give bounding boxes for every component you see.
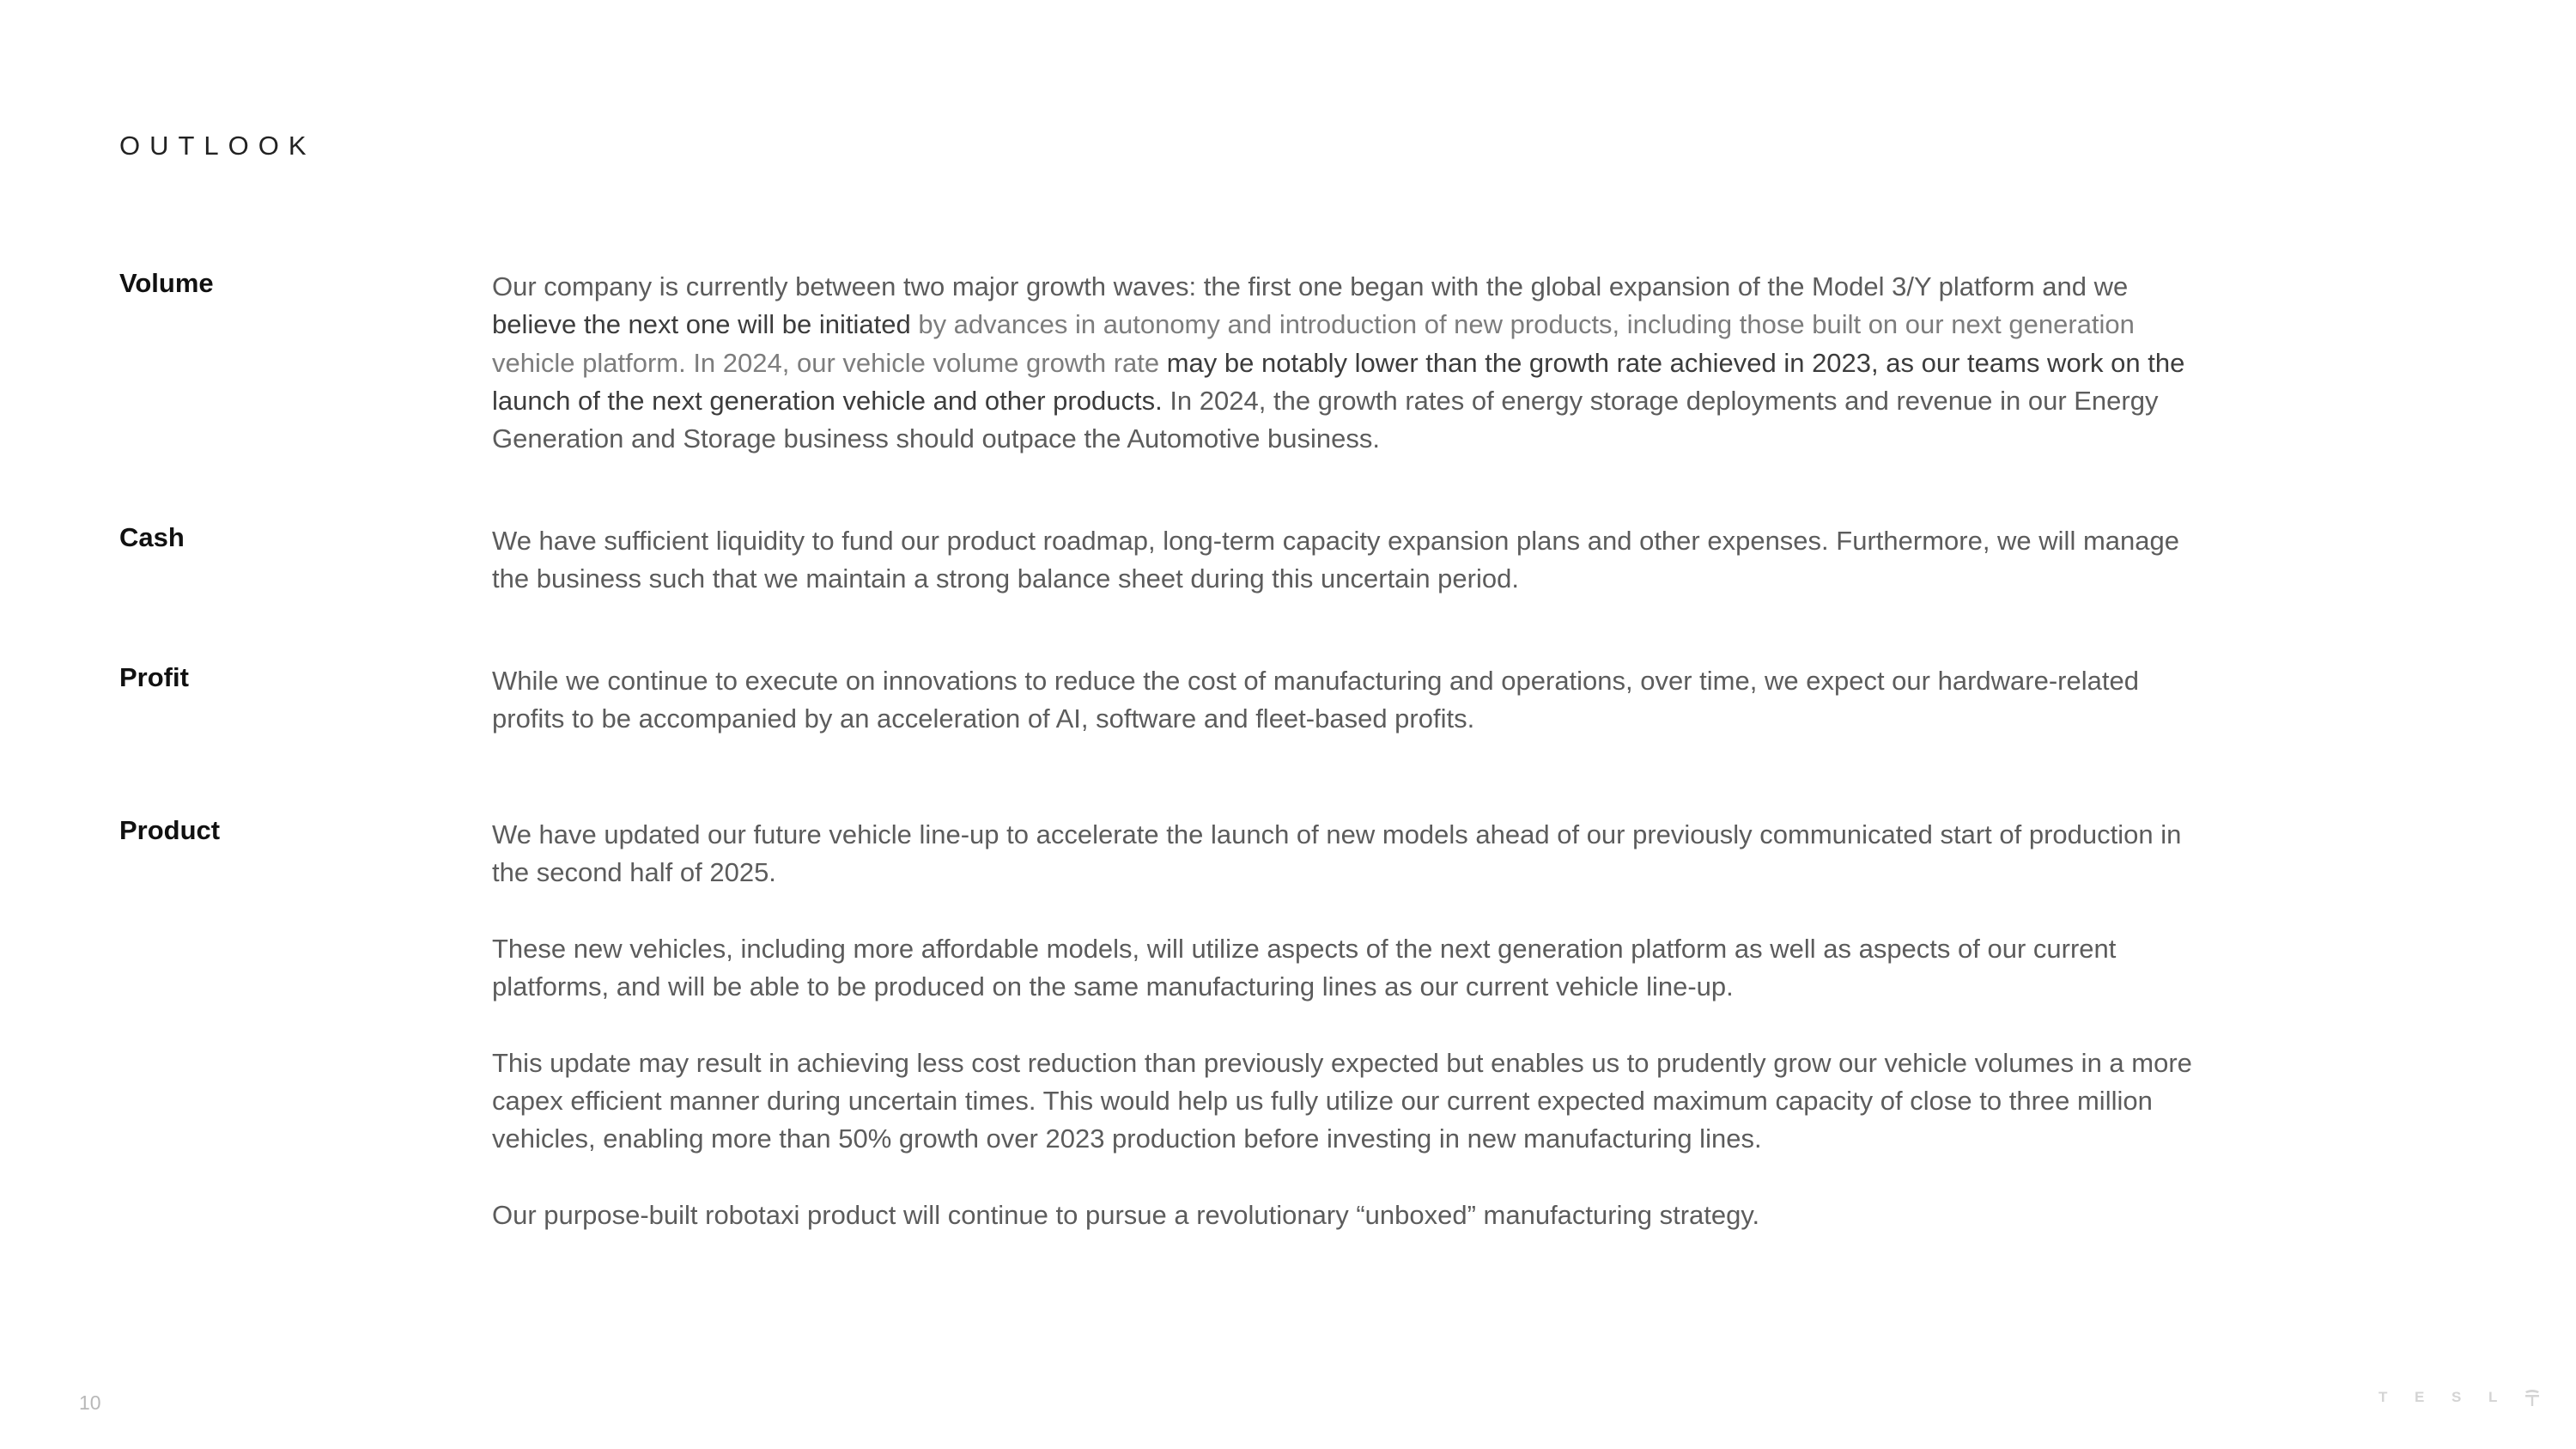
logo-letter-e: E [2415, 1389, 2425, 1405]
page-number: 10 [79, 1391, 101, 1414]
row-body-volume [492, 268, 2209, 458]
row-label-cash: Cash [119, 522, 185, 552]
row-label-volume: Volume [119, 268, 214, 298]
row-body-profit [492, 662, 2209, 739]
volume-text-part-3: by advances in autonomy and introduction of new products, including those built on our next generation vehicle platform. In 2024, our vehicle volume growth rate [492, 309, 2135, 378]
volume-text-part-4: may be notably lower than the growth rate achieved in 2023, as our teams work on the launch of the next generation vehicle and other products. [492, 347, 2185, 416]
logo-letter-l: L [2488, 1389, 2498, 1405]
product-paragraph-4: Our purpose-built robotaxi product will continue to pursue a revolutionary “unboxed” manufacturing strategy. [492, 1199, 1760, 1230]
volume-paragraph [492, 268, 2209, 458]
row-body-product [492, 816, 2209, 1234]
volume-text-part-1: Our company is currently between two major growth waves: the first one began with the global expansion of the Model 3/Y platform and we [492, 271, 2129, 301]
row-body-cash [492, 522, 2209, 599]
product-paragraph-1: We have updated our future vehicle line-up to accelerate the launch of new models ahead of our previously communicated start of production in the second half of 2025. [492, 819, 2182, 888]
cash-paragraph: We have sufficient liquidity to fund our product roadmap, long-term capacity expansion plans and other expenses. Furthermore, we will manage the business such that we maintain a strong balance sheet during this uncertain period. [492, 526, 2179, 594]
section-heading: OUTLOOK [119, 131, 316, 161]
product-paragraph-2: These new vehicles, including more affordable models, will utilize aspects of the next generation platform as well as aspects of our current platforms, and will be able to be produced on the same manufacturing lines as our current vehicle line-up. [492, 933, 2117, 1002]
volume-text-part-5: In 2024, the growth rates of energy storage deployments and revenue in our Energy Generation and Storage business should outpace the Automotive business. [492, 385, 2159, 454]
logo-letter-t: T [2379, 1389, 2388, 1405]
tesla-logo [2379, 1387, 2540, 1408]
logo-letter-s: S [2451, 1389, 2462, 1405]
row-label-profit: Profit [119, 662, 189, 692]
profit-paragraph: While we continue to execute on innovations to reduce the cost of manufacturing and operations, over time, we expect our hardware-related profits to be accompanied by an acceleration of AI, software and fleet-based profits. [492, 666, 2139, 734]
volume-text-part-2: believe the next one will be initiated [492, 309, 911, 340]
product-paragraph-3: This update may result in achieving less cost reduction than previously expected but enables us to prudently grow our vehicle volumes in a more capex efficient manner during uncertain times. This would help us fully utilize our current expected maximum capacity of close to three million vehicles, enabling more than 50% growth over 2023 production before investing in new manufacturing lines. [492, 1047, 2192, 1154]
tesla-t-mark-icon [2524, 1389, 2540, 1406]
row-label-product: Product [119, 815, 221, 845]
